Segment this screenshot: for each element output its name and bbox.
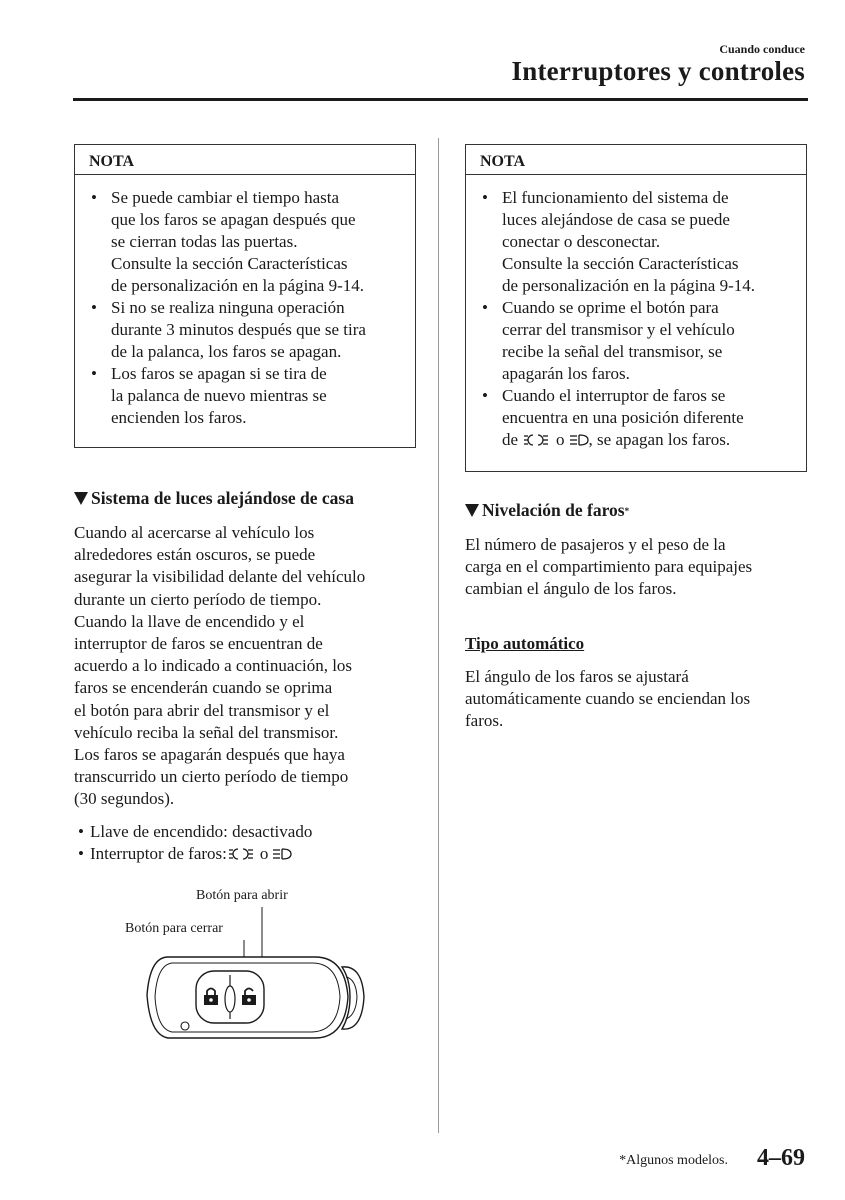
left-list [78, 821, 312, 865]
right-note-bullet-2: Cuando se oprime el botón para cerrar del transmisor y el vehículo recibe la señal del transmisor, se apagarán los faros. [502, 298, 735, 383]
bullet-dot: • [91, 364, 97, 383]
list-item-1-text: Llave de encendido: desactivado [90, 822, 313, 841]
right-note-end: , se apagan los faros. [588, 430, 731, 449]
list-item [480, 187, 796, 297]
subheading-automatic: Tipo automático [465, 634, 585, 653]
bullet-dot: • [482, 386, 488, 405]
left-note-body [75, 175, 415, 437]
headlights-icon [272, 847, 292, 861]
list-item [89, 297, 405, 363]
section-label: Cuando conduce [719, 42, 805, 56]
label-close-button: Botón para cerrar [125, 921, 223, 936]
right-note-body [466, 175, 806, 459]
list-item [89, 187, 405, 297]
list-item-2-text: Interruptor de faros: [90, 844, 227, 863]
section-heading-left [74, 488, 354, 509]
left-note-bullet-3: Los faros se apagan si se tira de la palanca de nuevo mientras se encienden los faros. [111, 364, 327, 427]
list-item [480, 297, 796, 385]
bullet-dot: • [482, 188, 488, 207]
triangle-marker-icon [465, 504, 479, 517]
right-paragraph: El número de pasajeros y el peso de la carga en el compartimiento para equipajes cambian el ángulo de los faros. [465, 535, 753, 599]
header-rule [73, 98, 808, 101]
right-note-bullet-3 [502, 385, 796, 451]
left-note-title: NOTA [75, 145, 415, 175]
list-item [78, 821, 312, 843]
right-note-bullet-3-line3 [502, 429, 796, 451]
label-open-button: Botón para abrir [196, 888, 288, 903]
page-number: 4–69 [757, 1145, 805, 1171]
bullet-dot: • [91, 188, 97, 207]
list-item [89, 363, 405, 429]
right-note-bullet-1: El funcionamiento del sistema de luces alejándose de casa se puede conectar o desconectar. Consulte la sección Características de personalización en la página 9-14. [502, 188, 756, 295]
headlights-icon [569, 433, 589, 447]
bullet-dot: • [78, 844, 84, 863]
footnote-marker: * [624, 505, 630, 516]
parking-lights-icon [228, 847, 254, 861]
key-transmitter-illustration [140, 905, 380, 1055]
right-note-o: o [556, 430, 565, 449]
list-item-2-or: o [259, 844, 269, 863]
left-note-bullet-1: Se puede cambiar el tiempo hasta que los faros se apagan después que se cierran todas las puertas. Consulte la sección Características de personalización en la página 9-14. [111, 188, 365, 295]
bullet-dot: • [482, 298, 488, 317]
right-note-box [465, 144, 807, 472]
list-item [480, 385, 796, 451]
bullet-dot: • [78, 822, 84, 841]
section-heading-right [465, 500, 629, 521]
right-note-bullet-3-line1: Cuando el interruptor de faros se [502, 386, 726, 405]
left-note-bullet-2: Si no se realiza ninguna operación durante 3 minutos después que se tira de la palanca, los faros se apagan. [111, 298, 366, 361]
right-note-bullet-3-line2: encuentra en una posición diferente [502, 408, 744, 427]
triangle-marker-icon [74, 492, 88, 505]
right-sub-paragraph: El ángulo de los faros se ajustará automáticamente cuando se enciendan los faros. [465, 667, 751, 731]
left-note-box [74, 144, 416, 448]
section-heading-right-text: Nivelación de faros [482, 500, 625, 520]
right-note-de: de [502, 430, 519, 449]
column-divider [438, 138, 439, 1133]
list-item [78, 843, 312, 865]
bullet-dot: • [91, 298, 97, 317]
right-note-title: NOTA [466, 145, 806, 175]
section-heading-left-text: Sistema de luces alejándose de casa [91, 488, 354, 508]
left-paragraph: Cuando al acercarse al vehículo los alrededores están oscuros, se puede asegurar la visibilidad delante del vehículo durante un cierto período de tiempo. Cuando la llave de encendido y el interruptor de faros se encuentran de acuerdo a lo indicado a continuación, los faros se encenderán cuando se oprima el botón para abrir del transmisor y el vehículo reciba la señal del transmisor. Los faros se apagarán después que haya transcurrido un cierto período de tiempo (30 segundos). [74, 523, 366, 809]
page-title: Interruptores y controles [511, 56, 805, 86]
parking-lights-icon [523, 433, 549, 447]
footnote: *Algunos modelos. [619, 1153, 728, 1168]
